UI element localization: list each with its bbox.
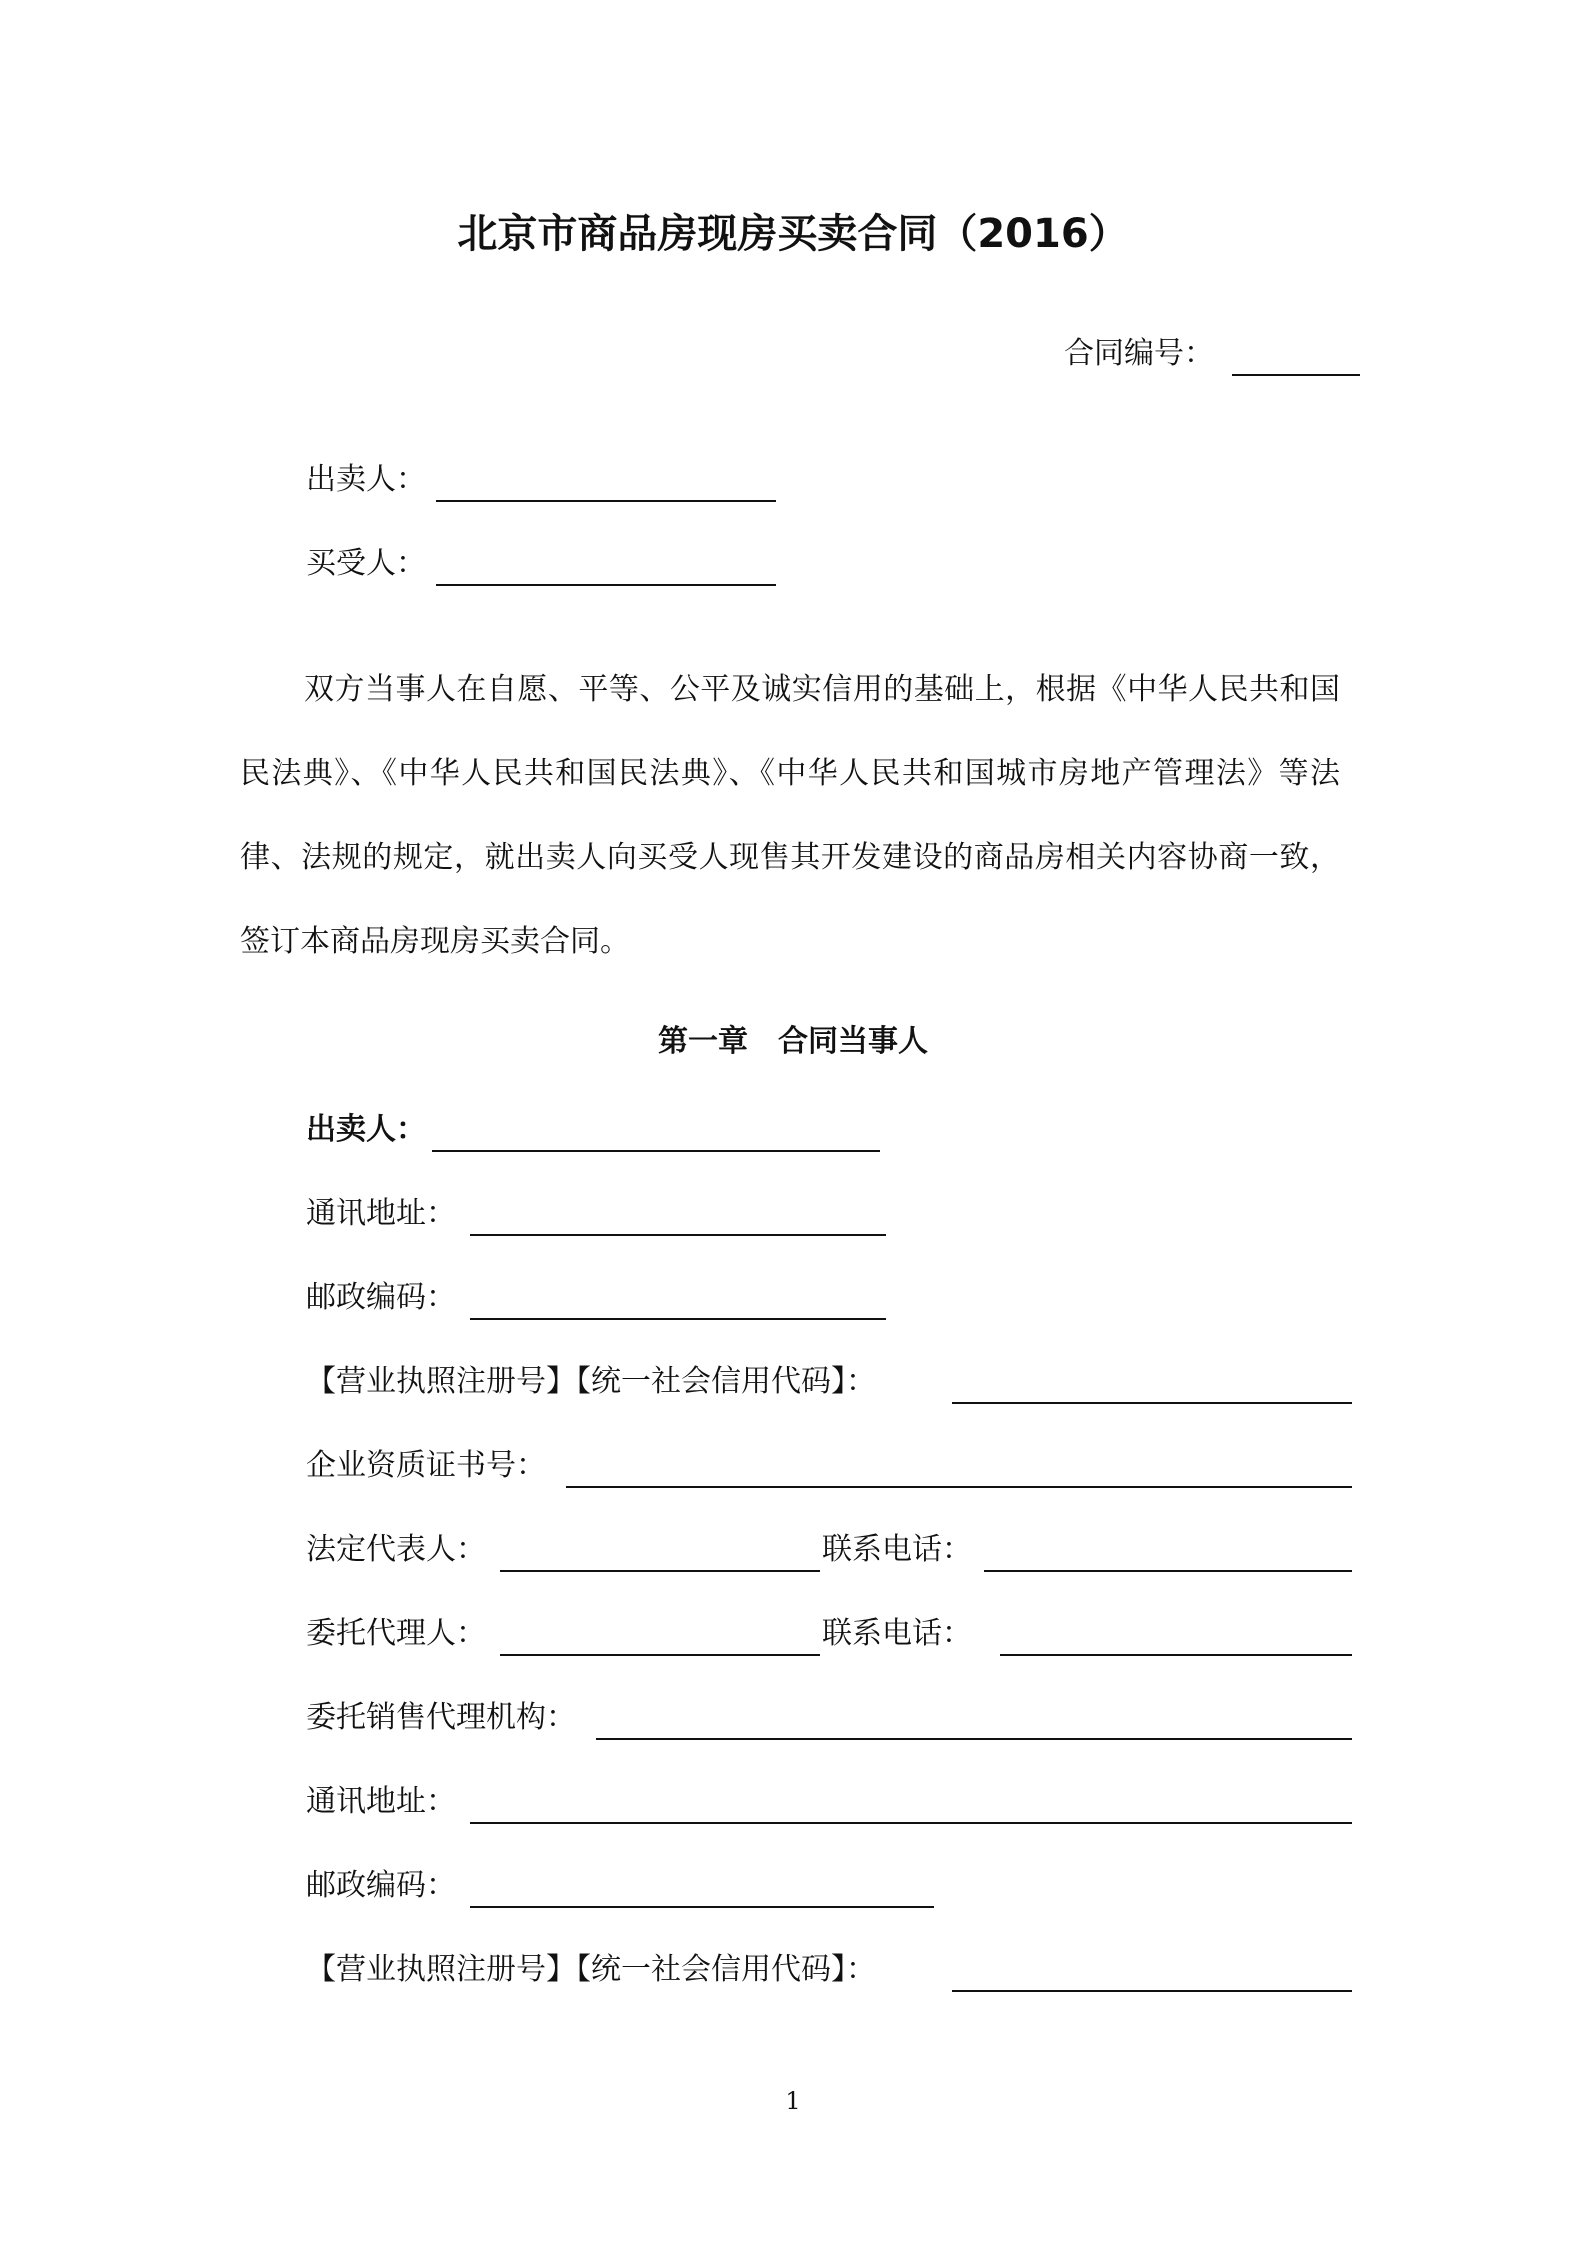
- contract-number-label: 合同编号：: [1064, 336, 1214, 371]
- license-code-label: 【营业执照注册号】【统一社会信用代码】：: [306, 1364, 876, 1399]
- phone-field-2[interactable]: [1000, 1654, 1352, 1656]
- agency-address-field[interactable]: [470, 1822, 1352, 1824]
- agent-field[interactable]: [500, 1654, 820, 1656]
- document-title: 北京市商品房现房买卖合同（2016）: [457, 211, 1129, 257]
- contract-number-field[interactable]: [1232, 374, 1360, 376]
- party-seller-label: 出卖人：: [306, 1112, 426, 1147]
- qualification-field[interactable]: [566, 1486, 1352, 1488]
- page-number: 1: [785, 2087, 801, 2115]
- address-field[interactable]: [470, 1234, 886, 1236]
- sales-agency-field[interactable]: [596, 1738, 1352, 1740]
- phone-label-1: 联系电话：: [822, 1532, 972, 1567]
- postcode-label: 邮政编码：: [306, 1280, 456, 1315]
- agency-license-code-label: 【营业执照注册号】【统一社会信用代码】：: [306, 1952, 876, 1987]
- phone-field-1[interactable]: [984, 1570, 1352, 1572]
- buyer-label: 买受人：: [306, 546, 426, 581]
- party-seller-field[interactable]: [432, 1150, 880, 1152]
- seller-field[interactable]: [436, 500, 776, 502]
- agency-postcode-field[interactable]: [470, 1906, 934, 1908]
- agency-postcode-label: 邮政编码：: [306, 1868, 456, 1903]
- agent-label: 委托代理人：: [306, 1616, 486, 1651]
- seller-label: 出卖人：: [306, 462, 426, 497]
- legal-rep-field[interactable]: [500, 1570, 820, 1572]
- chapter-title: 第一章 合同当事人: [658, 1024, 928, 1059]
- buyer-field[interactable]: [436, 584, 776, 586]
- license-code-field[interactable]: [952, 1402, 1352, 1404]
- phone-label-2: 联系电话：: [822, 1616, 972, 1651]
- legal-rep-label: 法定代表人：: [306, 1532, 486, 1567]
- postcode-field[interactable]: [470, 1318, 886, 1320]
- qualification-label: 企业资质证书号：: [306, 1448, 546, 1483]
- agency-license-code-field[interactable]: [952, 1990, 1352, 1992]
- sales-agency-label: 委托销售代理机构：: [306, 1700, 576, 1735]
- address-label: 通讯地址：: [306, 1196, 456, 1231]
- agency-address-label: 通讯地址：: [306, 1784, 456, 1819]
- intro-paragraph: 双方当事人在自愿、平等、公平及诚实信用的基础上，根据《中华人民共和国民法典》、《中华人民共和国民法典》、《中华人民共和国城市房地产管理法》等法律、法规的规定，就出卖人向买受人现售其开发建设的商品房相关内容协商一致，签订本商品房现房买卖合同。: [240, 672, 1340, 959]
